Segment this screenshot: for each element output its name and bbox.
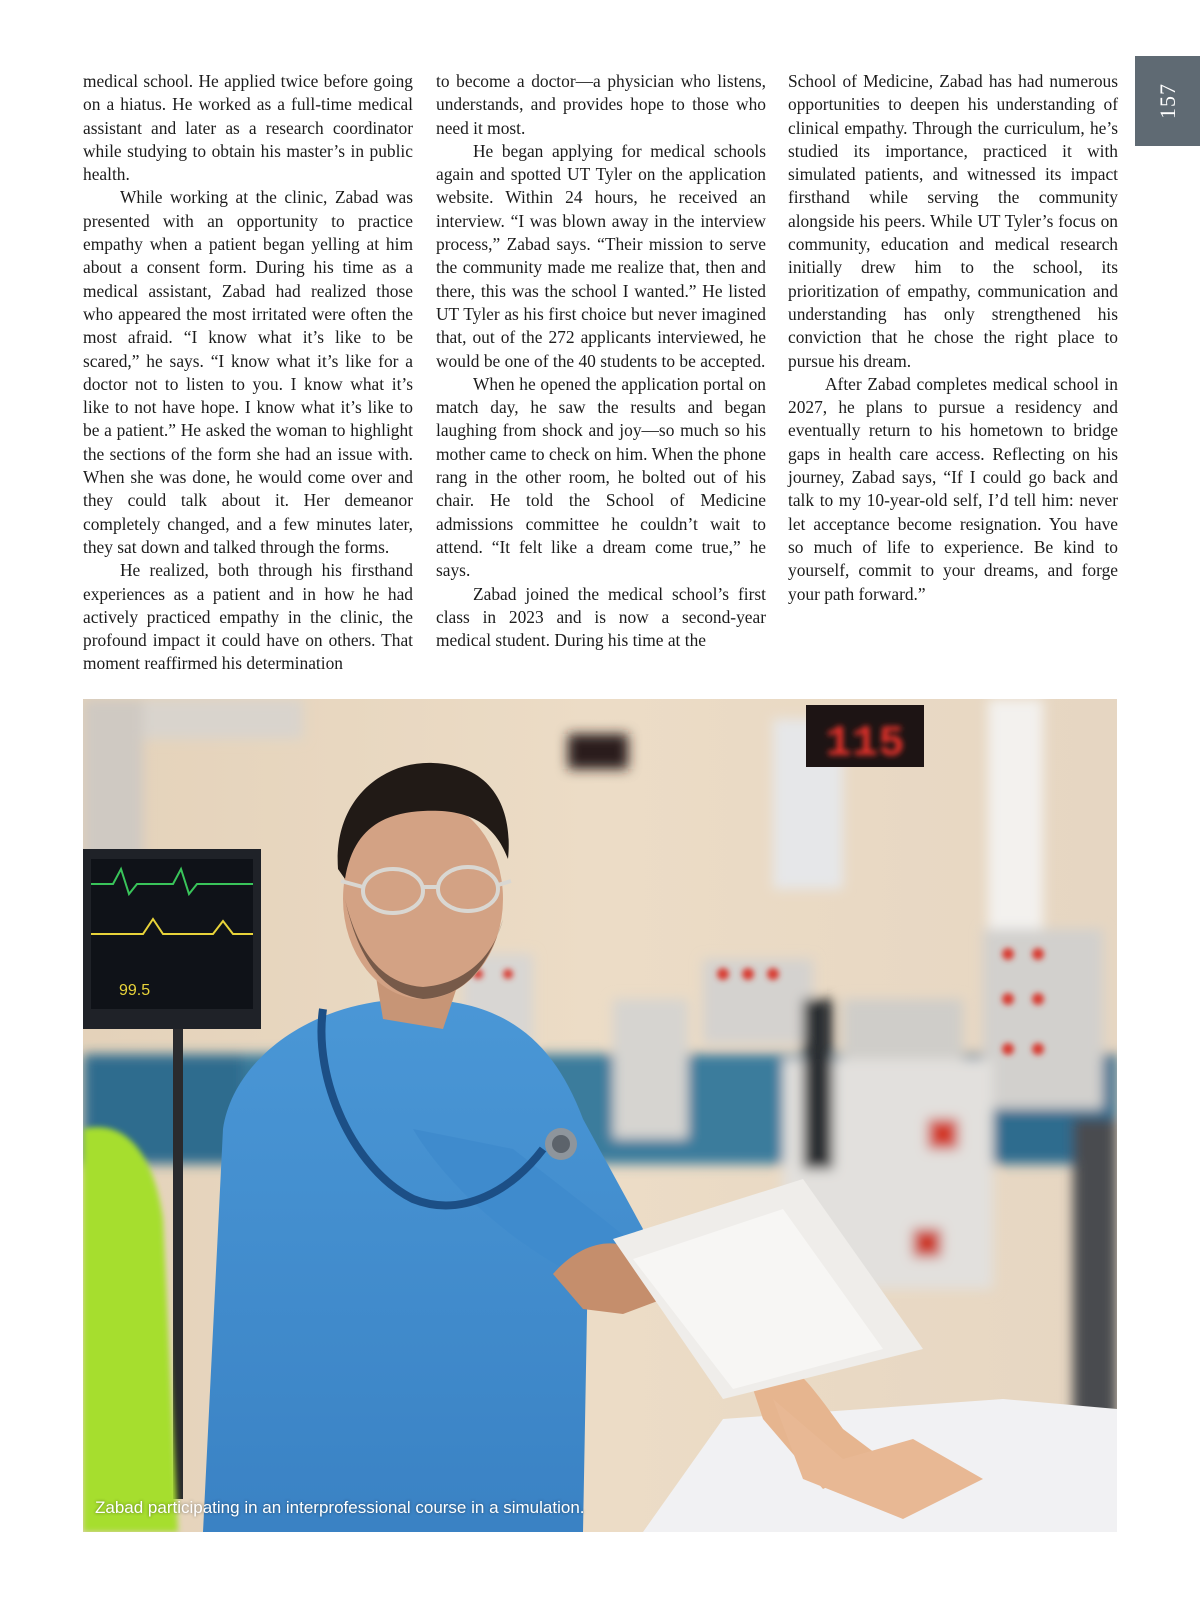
simulation-lab-photo (83, 699, 1117, 1532)
paragraph: medical school. He applied twice before going on a hiatus. He worked as a full-time medical assistant and later as a research coordinator while studying to obtain his master’s in public health. (83, 71, 413, 185)
paragraph: School of Medicine, Zabad has had numerous opportunities to deepen his understanding of clinical empathy. Through the curriculum, he’s studied its importance, practiced it with simulated patients, and witnessed its impact firsthand while serving the community alongside his peers. While UT Tyler’s focus on community, education and medical research initially drew him to the school, its prioritization of empathy, communication and understanding has only strengthened his conviction that he chose the right place to pursue his dream. (788, 71, 1118, 371)
paragraph: He realized, both through his firsthand experiences as a patient and in how he had actively practiced empathy in the clinic, the profound impact it could have on others. That moment reaffirmed his determination (83, 560, 413, 674)
paragraph: Zabad joined the medical school’s first class in 2023 and is now a second-year medical student. During his time at the (436, 583, 766, 651)
text-column-1 (83, 70, 413, 676)
page-number: 157 (1154, 83, 1180, 119)
page-number-tab (1135, 56, 1200, 146)
monitor-readout: 99.5 (119, 982, 151, 999)
text-column-3 (788, 70, 1118, 606)
paragraph: While working at the clinic, Zabad was presented with an opportunity to practice empathy when a patient began yelling at him about a consent form. During his time as a medical assistant, Zabad had realized those who appeared the most irritated were often the most afraid. “I know what it’s like to be scared,” he says. “I know what it’s like for a doctor not to listen to you. I know what it’s like to not have hope. I know what it’s like to be a patient.” He asked the woman to highlight the sections of the form she had an issue with. When she was done, he would come over and they could talk about it. Her demeanor completely changed, and a few minutes later, they sat down and talked through the forms. (83, 187, 413, 557)
photo-caption: Zabad participating in an interprofessional course in a simulation. (95, 1498, 585, 1517)
wall-clock-digits: 115 (825, 719, 905, 769)
paragraph: to become a doctor—a physician who listens, understands, and provides hope to those who need it most. (436, 71, 766, 138)
paragraph: After Zabad completes medical school in 2027, he plans to pursue a residency and eventually return to his hometown to bridge gaps in health care access. Reflecting on his journey, Zabad says, “If I could go back and talk to my 10-year-old self, I’d tell him: never let acceptance become resignation. You have so much of life to experience. Be kind to yourself, commit to your dreams, and forge your path forward.” (788, 373, 1118, 604)
feature-photo (83, 699, 1117, 1532)
paragraph: When he opened the application portal on match day, he saw the results and began laughing from shock and joy—so much so his mother came to check on him. When the phone rang in the other room, he bolted out of his chair. He told the School of Medicine admissions committee he couldn’t wait to attend. “It felt like a dream come true,” he says. (436, 373, 766, 581)
paragraph: He began applying for medical schools again and spotted UT Tyler on the application website. Within 24 hours, he received an interview. “I was blown away in the interview process,” Zabad says. “Their mission to serve the community made me realize that, then and there, this was the school I wanted.” He listed UT Tyler as his first choice but never imagined that, out of the 272 applicants interviewed, he would be one of the 40 students to be accepted. (436, 140, 766, 371)
text-column-2 (436, 70, 766, 652)
